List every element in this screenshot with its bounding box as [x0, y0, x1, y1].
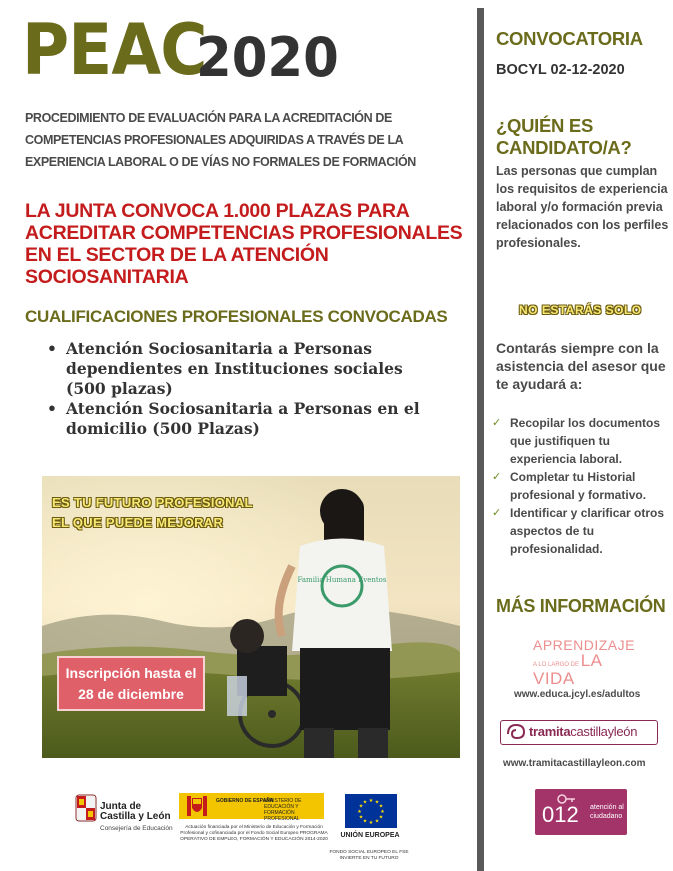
svg-text:★: ★: [368, 820, 374, 826]
subtitle: PROCEDIMIENTO DE EVALUACIÓN PARA LA ACREDITACIÓN DE COMPETENCIAS PROFESIONALES ADQUIRIDAS A TRAVÉS DE LA EXPERIENCIA LABORAL O DE VÍAS NO FORMALES DE FORMACIÓN: [25, 111, 416, 169]
spain-coat-icon: [184, 794, 210, 818]
page-year: 2020: [196, 26, 339, 89]
svg-text:★: ★: [358, 803, 364, 810]
hero-photo: [42, 476, 460, 758]
check-icon: ✓: [492, 507, 502, 519]
tel-number: 012: [542, 802, 579, 827]
svg-text:★: ★: [357, 809, 362, 815]
checklist-item: [492, 504, 670, 558]
jcyl-name: Junta de: [100, 801, 142, 812]
tel-desc: [590, 803, 624, 821]
mas-info-heading: MÁS INFORMACIÓN: [496, 596, 666, 616]
tramita-wordmark: [529, 724, 637, 740]
jcyl-name: Castilla y León: [100, 811, 171, 822]
deadline-line: 28 de diciembre: [78, 686, 184, 702]
eu-note: FONDO SOCIAL EUROPEO EL FSE INVIERTE EN TU FUTURO: [329, 850, 409, 861]
bullet-icon: •: [47, 399, 57, 418]
no-solo-badge: NO ESTARÁS SOLO: [519, 303, 642, 317]
svg-text:★: ★: [368, 798, 374, 804]
eu-stars-icon: [345, 794, 397, 828]
tel-012-logo[interactable]: [535, 789, 627, 835]
convocatoria-heading: CONVOCATORIA: [496, 28, 643, 49]
gob-name: GOBIERNO DE ESPAÑA: [216, 798, 274, 804]
aprendizaje-top: APRENDIZAJE: [533, 637, 635, 653]
photo-slogan: [52, 493, 253, 533]
eu-flag-icon: [345, 794, 397, 828]
qualification-text: Atención Sociosanitaria a Personas en el domicilio (500 Plazas): [66, 399, 420, 438]
headline-line: LA JUNTA CONVOCA 1.000 PLAZAS PARA: [25, 200, 410, 222]
svg-text:★: ★: [374, 799, 380, 806]
svg-text:★: ★: [380, 809, 385, 815]
qualifications-list: [45, 339, 440, 439]
slogan-line: EL QUE PUEDE MEJORAR: [52, 515, 224, 530]
sponsor-logos: [0, 785, 470, 871]
svg-text:★: ★: [378, 814, 384, 821]
educa-link[interactable]: www.educa.jcyl.es/adultos: [514, 689, 641, 700]
checklist-item: [492, 414, 670, 468]
deadline-line: Inscripción hasta el: [65, 665, 197, 681]
checklist-text: Identificar y clarificar otros aspectos de tu profesionalidad.: [510, 506, 665, 556]
tel-desc-line: ciudadano: [590, 813, 623, 820]
asesor-checklist: [492, 414, 670, 558]
column-divider: [477, 8, 484, 871]
asesor-text: Contarás siempre con la asistencia del asesor que te ayudará a:: [496, 340, 666, 392]
eu-name: UNIÓN EUROPEA: [340, 832, 400, 839]
qualification-item: [45, 339, 440, 399]
checklist-text: Recopilar los documentos que justifiquen tu experiencia laboral.: [510, 416, 661, 466]
jcyl-dept: Consejería de Educación: [100, 825, 173, 832]
qualifications-title: CUALIFICACIONES PROFESIONALES CONVOCADAS: [25, 307, 448, 326]
quien-text: Las personas que cumplan los requisitos de experiencia laboral y/o formación previa relacionados con los perfiles profesionales.: [496, 164, 669, 250]
check-icon: ✓: [492, 471, 502, 483]
check-icon: ✓: [492, 417, 502, 429]
aprendizaje-bottom: [533, 652, 633, 688]
checklist-item: [492, 468, 670, 504]
shirt-text: Familia Humana Eventos: [297, 576, 387, 584]
jcyl-shield-icon: [75, 794, 97, 824]
gobierno-logo: [179, 793, 324, 822]
tramita-bold: tramita: [529, 724, 571, 739]
tel-desc-line: atención al: [590, 804, 624, 811]
svg-text:★: ★: [374, 818, 380, 825]
tramita-logo[interactable]: [500, 720, 658, 745]
bocyl-date: BOCYL 02-12-2020: [496, 62, 625, 78]
svg-text:★: ★: [362, 818, 368, 825]
ministry-name: MINISTERIO DE EDUCACIÓN Y FORMACIÓN PROFESIONAL: [264, 798, 302, 822]
qualification-item: [45, 399, 440, 439]
gob-note: Actuación financiada por el Ministerio de Educación y Formación Profesional y cofinanciada por el Fondo Social Europeo PROGRAMA OPERATIVO DE EMPLEO, FORMACIÓN Y EDUCACIÓN 2014-2020: [180, 825, 328, 842]
tramita-swirl-icon: [505, 722, 527, 742]
aprendizaje-big: LA VIDA: [533, 651, 602, 688]
headline: [25, 200, 465, 288]
quien-heading: ¿QUIÉN ES CANDIDATO/A?: [496, 115, 632, 158]
aprendizaje-small: A LO LARGO DE: [533, 662, 580, 668]
svg-text:★: ★: [378, 803, 384, 810]
qualification-text: Atención Sociosanitaria a Personas dependientes en Instituciones sociales (500 plazas): [66, 339, 403, 398]
svg-text:★: ★: [358, 814, 364, 821]
headline-line: ACREDITAR COMPETENCIAS PROFESIONALES: [25, 222, 463, 244]
tramita-link[interactable]: www.tramitacastillayleon.com: [503, 758, 646, 769]
deadline-badge: [57, 656, 205, 711]
checklist-text: Completar tu Historial profesional y formativo.: [510, 470, 647, 502]
slogan-line: ES TU FUTURO PROFESIONAL: [52, 495, 253, 510]
bullet-icon: •: [47, 339, 57, 358]
aprendizaje-logo[interactable]: [533, 637, 635, 688]
page-title: PEAC: [22, 9, 207, 91]
tramita-rest: castillayleón: [570, 724, 638, 739]
jcyl-logo-text: [100, 802, 180, 834]
svg-text:★: ★: [362, 799, 368, 806]
headline-line: EN EL SECTOR DE LA ATENCIÓN SOCIOSANITARIA: [25, 244, 329, 288]
